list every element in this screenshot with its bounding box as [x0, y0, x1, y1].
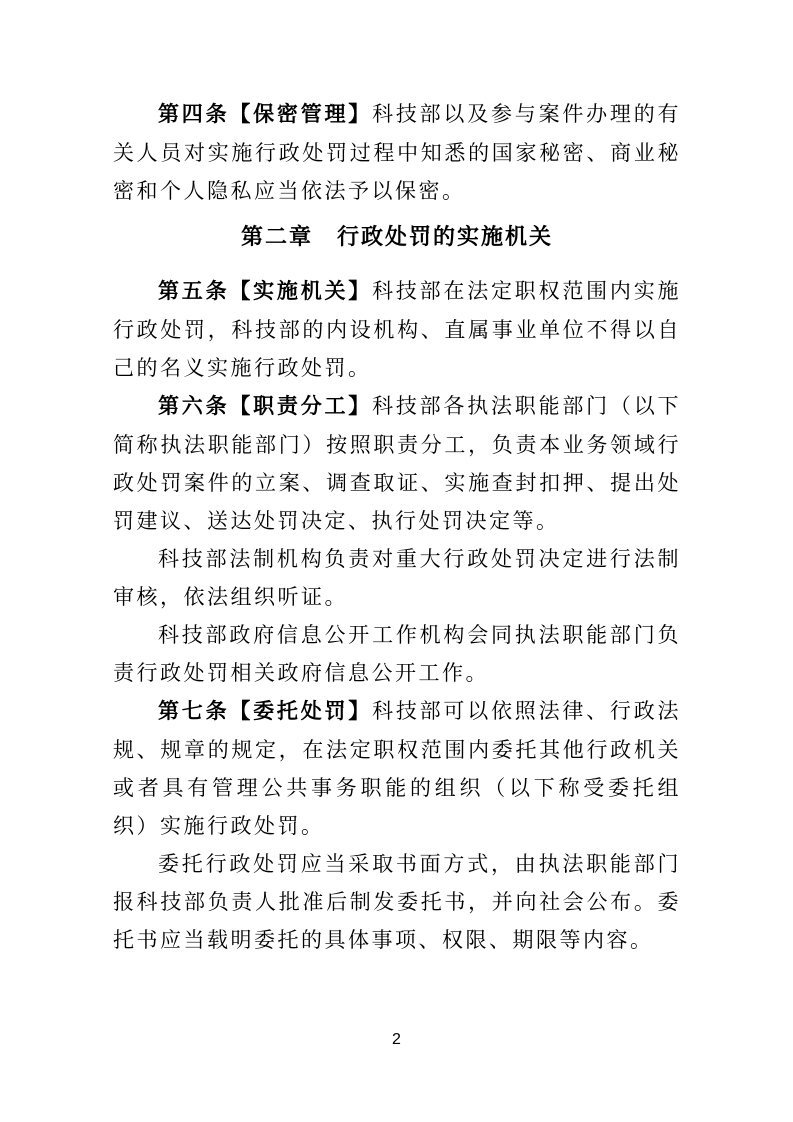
- paragraph-article-6: [113, 387, 681, 540]
- article-5-label: 第五条【实施机关】: [158, 280, 373, 303]
- chapter-2-heading: [113, 218, 681, 256]
- paragraph-delegation-letter: [113, 845, 681, 959]
- document-body: [113, 95, 681, 959]
- paragraph-article-4: [113, 95, 681, 210]
- delegation-letter-text: 委托行政处罚应当采取书面方式，由执法职能部门报科技部负责人批准后制发委托书，并向社会公布。委托书应当载明委托的具体事项、权限、期限等内容。: [113, 852, 681, 952]
- chapter-2-number: 第二章: [240, 224, 313, 249]
- article-4-label: 第四条【保密管理】: [158, 103, 373, 126]
- chapter-2-title: 行政处罚的实施机关: [337, 224, 554, 249]
- article-6-label: 第六条【职责分工】: [158, 395, 373, 418]
- legal-review-text: 科技部法制机构负责对重大行政处罚决定进行法制审核，依法组织听证。: [113, 547, 681, 609]
- article-6-text: 科技部各执法职能部门（以下简称执法职能部门）按照职责分工，负责本业务领域行政处罚案件的立案、调查取证、实施查封扣押、提出处罚建议、送达处罚决定、执行处罚决定等。: [113, 394, 682, 533]
- page-number: 2: [392, 1031, 401, 1048]
- paragraph-info-disclosure: [113, 616, 681, 692]
- article-5-text: 科技部在法定职权范围内实施行政处罚，科技部的内设机构、直属事业单位不得以自己的名义实施行政处罚。: [113, 279, 682, 380]
- paragraph-legal-review: [113, 540, 681, 616]
- article-4-text: 科技部以及参与案件办理的有关人员对实施行政处罚过程中知悉的国家秘密、商业秘密和个人隐私应当依法予以保密。: [113, 102, 682, 203]
- article-7-label: 第七条【委托处罚】: [158, 700, 373, 723]
- paragraph-article-5: [113, 272, 681, 387]
- info-disclosure-text: 科技部政府信息公开工作机构会同执法职能部门负责行政处罚相关政府信息公开工作。: [113, 623, 681, 685]
- paragraph-article-7: [113, 692, 681, 845]
- article-7-text: 科技部可以依照法律、行政法规、规章的规定，在法定职权范围内委托其他行政机关或者具有管理公共事务职能的组织（以下称受委托组织）实施行政处罚。: [113, 699, 682, 838]
- page-footer: [0, 1031, 793, 1049]
